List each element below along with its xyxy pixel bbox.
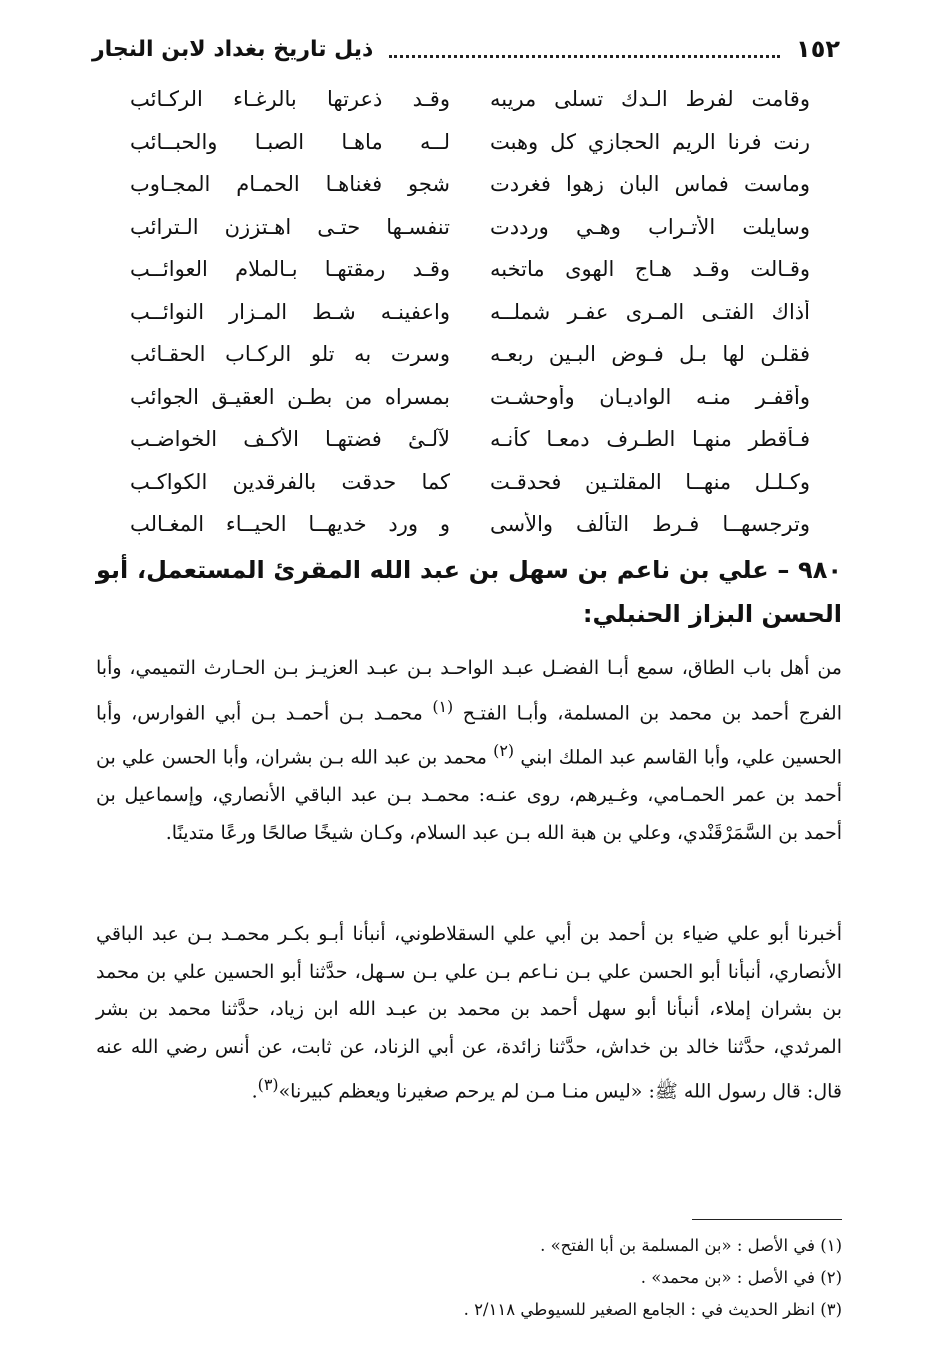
footnotes (380, 1230, 842, 1326)
poem-verse (130, 333, 810, 376)
verse-first-hemistich: فقلـن لها بـل فـوض البـين ربعـه (490, 342, 810, 367)
footnote: (٣) انظر الحديث في : الجامع الصغير للسيوطي ٢/١١٨ . (463, 1300, 842, 1319)
footnote-marker: (١) (432, 696, 454, 716)
biography-text: من أهل باب الطاق، سمع أبـا الفضـل عبـد الواحـد بـن عبـد العزيـز بـن الحـارث التميمي، وأبا الفرج أحمد بن محمد بن المسلمة، وأبـا الفتـح (96, 657, 842, 724)
header-dot-leader (389, 41, 780, 58)
hadith-end: . (251, 1080, 258, 1103)
biography-text: محمد بن عبد الله بـن بشران، وأبا الحسن علي بن أحمد بن عمر الحمـامي، وغـيرهم، روى عنـه: محمـد بـن عبد الباقي الأنصاري، وإسماعيل بن أحمد بن السَّمَرْقَنْدي، وعلي بن هبة الله بـن عبد السلام، وكـان شيخًا صالحًا ورعًا متدينًا. (96, 746, 842, 844)
verse-second-hemistich: وقـد رمقتهـا بـالملام العوائــب (130, 257, 450, 282)
biography-paragraph (96, 650, 842, 852)
entry-heading: ٩٨٠ – علي بن ناعم بن سهل بن عبد الله المقرئ المستعمل، أبو الحسن البزاز الحنبلي: (96, 556, 842, 628)
verse-second-hemistich: وقـد ذعرتها بالرغـاء الركـائب (130, 87, 450, 112)
verse-second-hemistich: لــه ماهـا الصبـا والحبــائب (130, 129, 450, 154)
verse-second-hemistich: وسرت به تلو الركـاب الحقـائب (130, 342, 450, 367)
hadith-text: أخبرنا أبو علي ضياء بن أحمد بن أبي علي السقلاطوني، أنبأنا أبـو بكـر محمـد بـن عبد الباقي الأنصاري، أنبأنا أبو الحسن علي بـن نـاعم بـن علي بـن سـهل، حدَّثنا أبو الحسين علي بن محمد بن بشران إملاء، أنبأنا أبو سهل أحمد بن محمد بن عبـد الله ابن زياد، حدَّثنا محمد بن بشر المرثدي، حدَّثنا خالد بن خداش، حدَّثنا زائدة، عن أبي الزناد، عن ثابت، عن أنس رضي الله عنه قال: قال رسول الله ﷺ: «ليس منـا مـن لم يرحم صغيرنا ويعظم كبيرنا» (96, 923, 842, 1103)
verse-second-hemistich: لآلـئ فضتهـا الأكـف الخواضـب (130, 427, 450, 452)
hadith-paragraph (96, 916, 842, 1111)
book-title: ذيل تاريخ بغداد لابن النجار (92, 36, 374, 62)
footnote-marker: (٣) (257, 1075, 279, 1094)
poem-verse (130, 121, 810, 164)
verse-first-hemistich: فـأقطر منهـا الطـرف دمعـا كأنـه (490, 427, 810, 452)
biography-text: محمـد بـن أحمـد بـن أبي الفوارس، وأبا الحسين علي، وأبا القاسم عبد الملك ابني (96, 701, 843, 769)
verse-second-hemistich: تنفسـها حتـى اهـتززن الـترائب (130, 214, 450, 239)
verse-second-hemistich: كما حدقت بالفرقدين الكواكـب (130, 469, 450, 494)
poem-verse (130, 78, 810, 121)
verse-second-hemistich: شجو فغناهـا الحمـام المجـاوب (130, 172, 450, 197)
verse-first-hemistich: رنت فرنا الريم الحجازي كل وهبت (490, 129, 810, 154)
verse-first-hemistich: وماست فماس البان زهوا فغردت (490, 172, 810, 197)
footnote-marker: (٢) (493, 741, 515, 761)
footnote: (١) في الأصل : «بن المسلمة بن أبا الفتح» . (540, 1236, 842, 1255)
poem-verse (130, 206, 810, 249)
page-number: ١٥٢ (796, 35, 840, 63)
verse-first-hemistich: وكـلـل منهــا المقلتـين فحدقـت (490, 469, 810, 494)
verse-first-hemistich: وسايلت الأتـراب وهـي ورددت (490, 214, 810, 239)
poem-verse (130, 163, 810, 206)
verse-first-hemistich: وقامت لفرط الـدك تسلى مريبه (490, 87, 810, 112)
verse-first-hemistich: وقـالت وقـد هـاج الهوى ماتخبه (490, 257, 810, 282)
poem (130, 78, 810, 546)
poem-verse (130, 461, 810, 504)
verse-first-hemistich: وترجسهــا فـرط التألف والأسى (490, 512, 810, 537)
running-header (92, 30, 840, 68)
footnote: (٢) في الأصل : «بن محمد» . (640, 1268, 842, 1287)
verse-first-hemistich: أذاك الفتـى المـرى عفـر شملــه (490, 299, 810, 324)
verse-second-hemistich: بمسراه من بطـن العقيـق الجوائب (130, 384, 450, 409)
footnote-divider (692, 1219, 842, 1220)
verse-first-hemistich: وأقفـر منـه الواديـان وأوحشـت (490, 384, 810, 409)
verse-second-hemistich: واعفينـه شـط المـزار النوائــب (130, 299, 450, 324)
poem-verse (130, 376, 810, 419)
poem-verse (130, 248, 810, 291)
poem-verse (130, 291, 810, 334)
verse-second-hemistich: و ورد خديهــا الحيــاء المغـالب (130, 512, 450, 537)
poem-verse (130, 418, 810, 461)
poem-verse (130, 503, 810, 546)
